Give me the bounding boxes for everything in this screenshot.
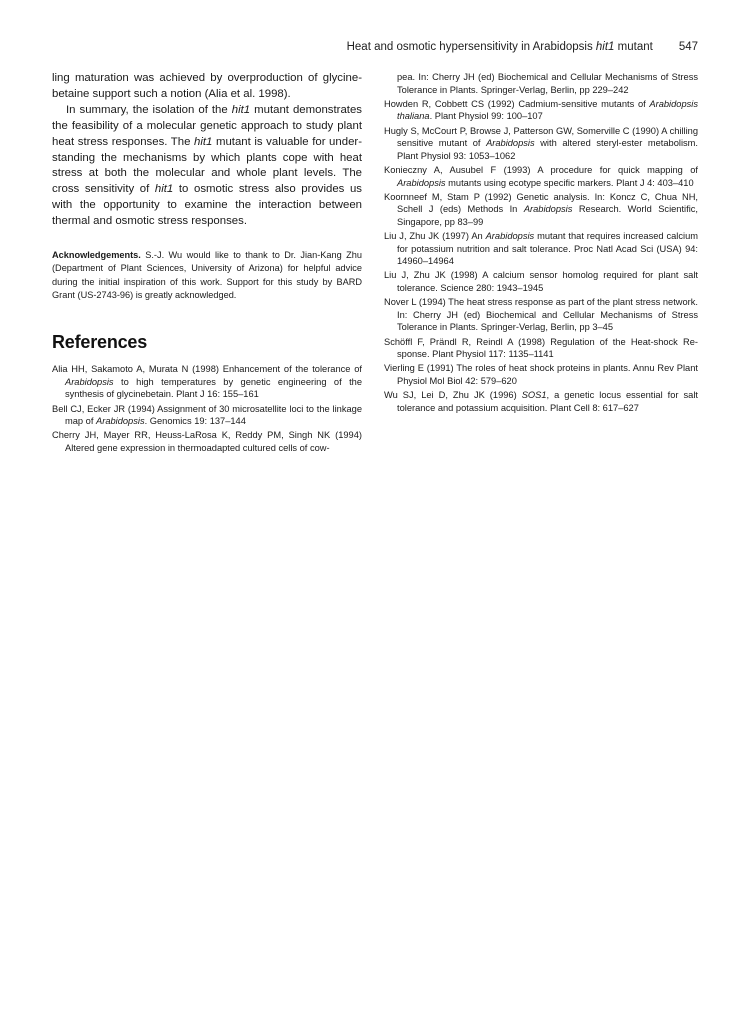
reference-item: Konieczny A, Ausubel F (1993) A procedure for quick mapping of Arabidopsis mutants using ecotype specific markers. Plant J 4: 403–410 <box>384 164 698 188</box>
reference-list-right <box>384 71 698 414</box>
reference-item: Koornneef M, Stam P (1992) Genetic analysis. In: Koncz C, Chua NH, Schell J (eds) Methods In Arabidopsis Research. World Scientific, Singapore, pp 83–99 <box>384 191 699 227</box>
running-head <box>0 41 698 53</box>
right-column <box>384 71 698 416</box>
acknowledgements-text: S.-J. Wu would like to thank to Dr. Jian-Kang Zhu (Department of Plant Sciences, University of Arizona) for helpful advice during the initial inspiration of this work. Support for this study by BARD Grant (US-2743-96) is greatly acknowledged. <box>52 250 362 300</box>
body-text <box>52 71 362 230</box>
reference-list-left <box>52 363 362 454</box>
reference-item: pea. In: Cherry JH (ed) Biochemical and Cellular Mechanisms of Stress Tolerance in Plants. Springer-Verlag, Berlin, pp 229–242 <box>397 72 698 95</box>
reference-item: Cherry JH, Mayer RR, Heuss-LaRosa K, Reddy PM, Singh NK (1994) Altered gene expression in thermoadapted cultured cells of cow- <box>52 430 362 453</box>
reference-item: Liu J, Zhu JK (1998) A calcium sensor homolog required for plant salt tolerance. Science 280: 1943–1945 <box>384 270 698 294</box>
reference-item: Vierling E (1991) The roles of heat shock proteins in plants. Annu Rev Plant Physiol Mol Biol 42: 579–620 <box>384 363 698 386</box>
page-number: 547 <box>678 41 698 53</box>
acknowledgements-label: Acknowledgements. <box>52 250 141 261</box>
reference-item: Howden R, Cobbett CS (1992) Cadmium-sensitive mutants of Arabidopsis thaliana. Plant Physiol 99: 100–107 <box>384 98 698 122</box>
references-heading: References <box>52 332 148 353</box>
running-title: Heat and osmotic hypersensitivity in Arabidopsis hit1 mutant <box>346 41 653 53</box>
reference-item: Nover L (1994) The heat stress response as part of the plant stress network. In: Cherry JH (ed) Biochemical and Cellular Mechanisms of Stress Tolerance in Plants. Springer-Verlag, Berlin, pp 3–45 <box>384 297 698 333</box>
reference-item: Wu SJ, Lei D, Zhu JK (1996) SOS1, a genetic locus essential for salt tolerance and potassium acquisition. Plant Cell 8: 617–627 <box>384 390 698 413</box>
reference-item: Liu J, Zhu JK (1997) An Arabidopsis mutant that requires increased calcium for potassium nutrition and salt tolerance. Proc Natl Acad Sci (USA) 94: 14960–14964 <box>384 231 698 267</box>
reference-item: Hugly S, McCourt P, Browse J, Patterson GW, Somerville C (1990) A chilling sensitive mutant of Arabidopsis with altered steryl-ester metabolism. Plant Physiol 93: 1053–1062 <box>384 125 698 161</box>
paragraph-summary: In summary, the isolation of the hit1 mutant demonstrates the feasibility of a molecular genetic approach to study plant heat stress responses. The hit1 mutant is valuable for understanding the mechanisms by which plants cope with heat stress at both the molecular and whole plant levels. The cross sensitivity of hit1 to osmotic stress also provides us with the opportunity to examine the interaction between thermal and osmotic stress responses. <box>52 103 362 228</box>
paragraph: ling maturation was achieved by overproduction of glycine-betaine support such a notion (Alia et al. 1998). <box>52 72 362 100</box>
reference-item: Alia HH, Sakamoto A, Murata N (1998) Enhancement of the tolerance of Arabidopsis to high temperatures by genetic engineering of the synthesis of glycinebetain. Plant J 16: 155–161 <box>52 364 362 400</box>
reference-item: Bell CJ, Ecker JR (1994) Assignment of 30 microsatellite loci to the linkage map of Arabidopsis. Genomics 19: 137–144 <box>52 403 362 427</box>
acknowledgements <box>52 249 362 302</box>
reference-item: Schöffl F, Prändl R, Reindl A (1998) Regulation of the Heat-shock Response. Plant Physiol 117: 1135–1141 <box>384 336 698 360</box>
left-column <box>52 71 362 456</box>
